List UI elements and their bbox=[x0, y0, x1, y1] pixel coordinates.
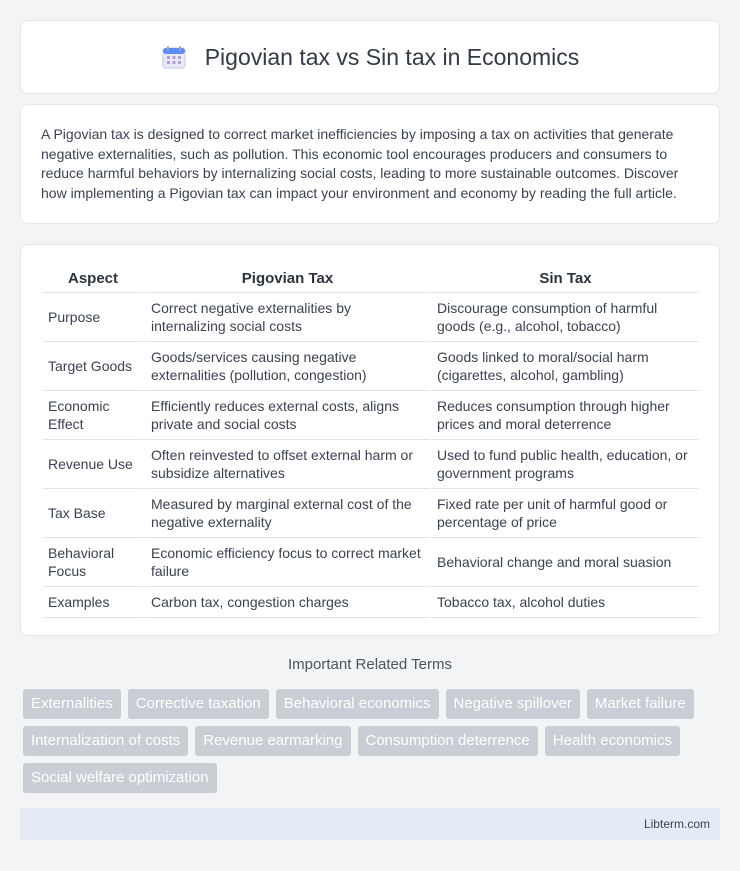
row-aspect: Revenue Use bbox=[43, 440, 143, 489]
row-pigovian: Correct negative externalities by internalizing social costs bbox=[143, 293, 429, 342]
row-sin: Discourage consumption of harmful goods (e.g., alcohol, tobacco) bbox=[429, 293, 699, 342]
tag-negative-spillover[interactable]: Negative spillover bbox=[446, 689, 580, 719]
table-row bbox=[43, 342, 699, 391]
table-row bbox=[43, 440, 699, 489]
table-row bbox=[43, 489, 699, 538]
footer bbox=[20, 808, 720, 840]
table-header-row bbox=[43, 265, 699, 293]
tag-revenue-earmarking[interactable]: Revenue earmarking bbox=[195, 726, 350, 756]
row-sin: Reduces consumption through higher prices and moral deterrence bbox=[429, 391, 699, 440]
intro-paragraph: A Pigovian tax is designed to correct market inefficiencies by imposing a tax on activities that generate negative externalities, such as pollution. This economic tool encourages producers and consumers to reduce harmful behaviors by internalizing social costs, leading to more sustainable outcomes. Discover how implementing a Pigovian tax can impact your environment and economy by reading the full article. bbox=[41, 126, 679, 201]
page-title: Pigovian tax vs Sin tax in Economics bbox=[204, 43, 580, 70]
tag-health-economics[interactable]: Health economics bbox=[545, 726, 680, 756]
row-aspect: Target Goods bbox=[43, 342, 143, 391]
related-terms-tags bbox=[23, 689, 723, 793]
calendar-icon bbox=[161, 44, 187, 70]
row-pigovian: Efficiently reduces external costs, aligns private and social costs bbox=[143, 391, 429, 440]
comparison-table-card bbox=[20, 244, 720, 636]
column-header-pigovian: Pigovian Tax bbox=[143, 265, 429, 293]
tag-externalities[interactable]: Externalities bbox=[23, 689, 121, 719]
row-pigovian: Often reinvested to offset external harm or subsidize alternatives bbox=[143, 440, 429, 489]
related-terms-title: Important Related Terms bbox=[288, 656, 452, 673]
footer-site-link[interactable]: Libterm.com bbox=[643, 817, 710, 831]
row-sin: Fixed rate per unit of harmful good or percentage of price bbox=[429, 489, 699, 538]
header-card bbox=[20, 20, 720, 94]
tag-internalization-of-costs[interactable]: Internalization of costs bbox=[23, 726, 188, 756]
column-header-aspect: Aspect bbox=[43, 265, 143, 293]
table-row bbox=[43, 391, 699, 440]
row-aspect: Behavioral Focus bbox=[43, 538, 143, 587]
intro-card bbox=[20, 104, 720, 224]
tag-corrective-taxation[interactable]: Corrective taxation bbox=[128, 689, 269, 719]
row-sin: Used to fund public health, education, or government programs bbox=[429, 440, 699, 489]
table-row bbox=[43, 293, 699, 342]
tag-market-failure[interactable]: Market failure bbox=[587, 689, 694, 719]
table-row bbox=[43, 587, 699, 618]
tag-consumption-deterrence[interactable]: Consumption deterrence bbox=[358, 726, 538, 756]
row-sin: Tobacco tax, alcohol duties bbox=[429, 587, 699, 618]
tag-social-welfare-optimization[interactable]: Social welfare optimization bbox=[23, 763, 217, 793]
row-pigovian: Carbon tax, congestion charges bbox=[143, 587, 429, 618]
row-aspect: Examples bbox=[43, 587, 143, 618]
comparison-table bbox=[43, 265, 699, 618]
tag-behavioral-economics[interactable]: Behavioral economics bbox=[276, 689, 439, 719]
table-row bbox=[43, 538, 699, 587]
column-header-sin: Sin Tax bbox=[429, 265, 699, 293]
row-aspect: Purpose bbox=[43, 293, 143, 342]
row-pigovian: Goods/services causing negative externalities (pollution, congestion) bbox=[143, 342, 429, 391]
row-sin: Goods linked to moral/social harm (cigarettes, alcohol, gambling) bbox=[429, 342, 699, 391]
row-aspect: Tax Base bbox=[43, 489, 143, 538]
row-sin: Behavioral change and moral suasion bbox=[429, 538, 699, 587]
row-aspect: Economic Effect bbox=[43, 391, 143, 440]
row-pigovian: Economic efficiency focus to correct market failure bbox=[143, 538, 429, 587]
row-pigovian: Measured by marginal external cost of the negative externality bbox=[143, 489, 429, 538]
